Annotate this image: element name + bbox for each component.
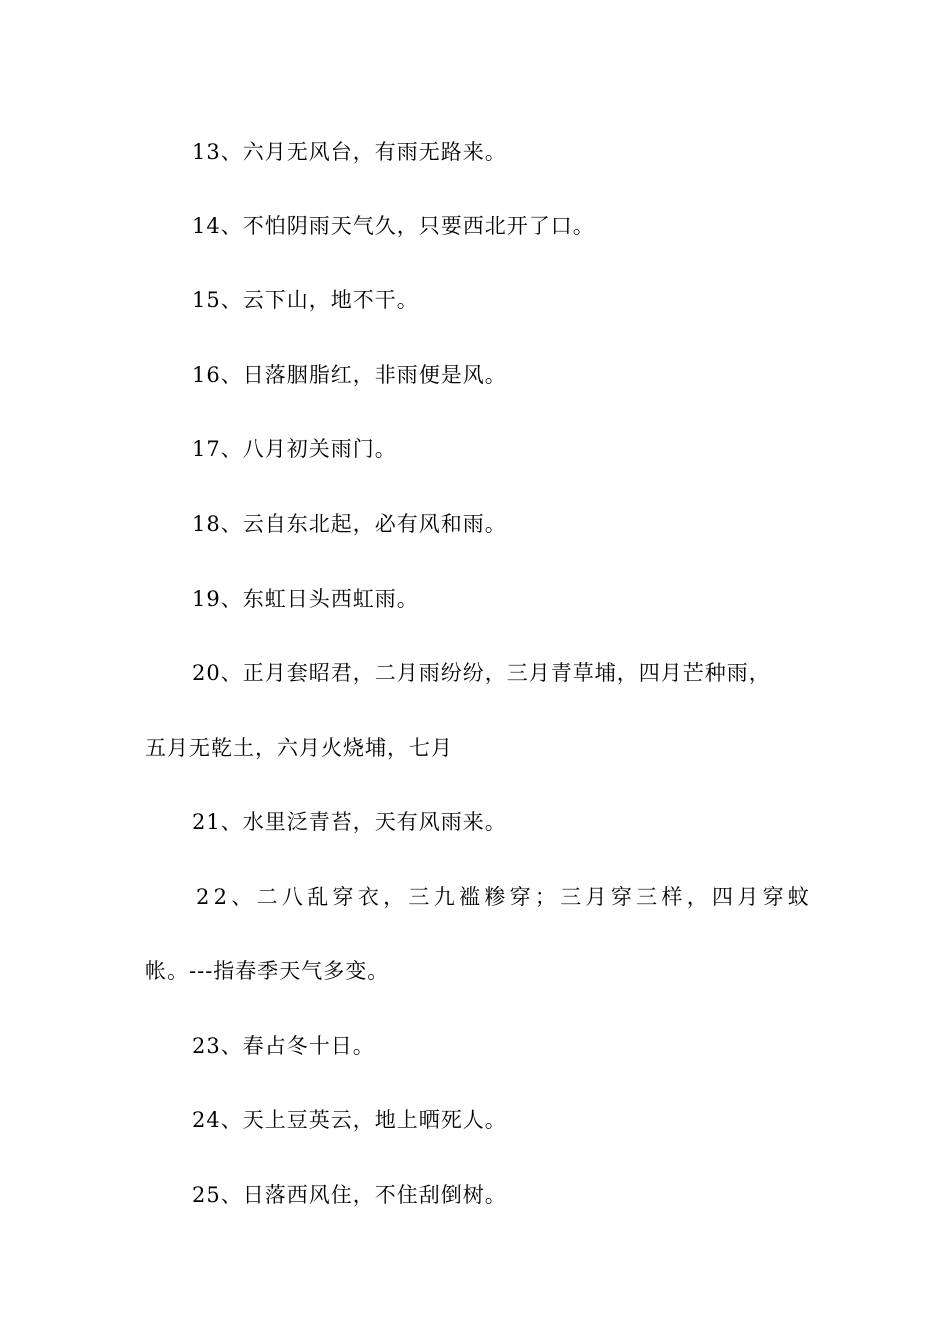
proverb-24: 24、天上豆英云，地上晒死人。 — [192, 1108, 507, 1132]
proverb-19: 19、东虹日头西虹雨。 — [192, 587, 419, 611]
proverb-15: 15、云下山，地不干。 — [192, 288, 419, 312]
proverb-18: 18、云自东北起，必有风和雨。 — [192, 512, 507, 536]
proverb-20-line-2: 五月无乾土，六月火烧埔，七月 — [145, 736, 453, 760]
proverb-22-line-1: 22、二八乱穿衣，三九褴糁穿；三月穿三样，四月穿蚊 — [196, 885, 814, 909]
proverb-16: 16、日落胭脂红，非雨便是风。 — [192, 363, 507, 387]
proverb-25: 25、日落西风住，不住刮倒树。 — [192, 1183, 507, 1207]
proverb-14: 14、不怕阴雨天气久，只要西北开了口。 — [192, 214, 595, 238]
proverb-23: 23、春占冬十日。 — [192, 1034, 375, 1058]
proverb-22-line-2: 帐。---指春季天气多变。 — [145, 959, 390, 983]
proverb-13: 13、六月无风台，有雨无路来。 — [192, 140, 507, 164]
proverb-21: 21、水里泛青苔，天有风雨来。 — [192, 810, 507, 834]
proverb-17: 17、八月初关雨门。 — [192, 437, 397, 461]
proverb-20-line-1: 20、正月套昭君，二月雨纷纷，三月青草埔，四月芒种雨， — [192, 661, 771, 685]
